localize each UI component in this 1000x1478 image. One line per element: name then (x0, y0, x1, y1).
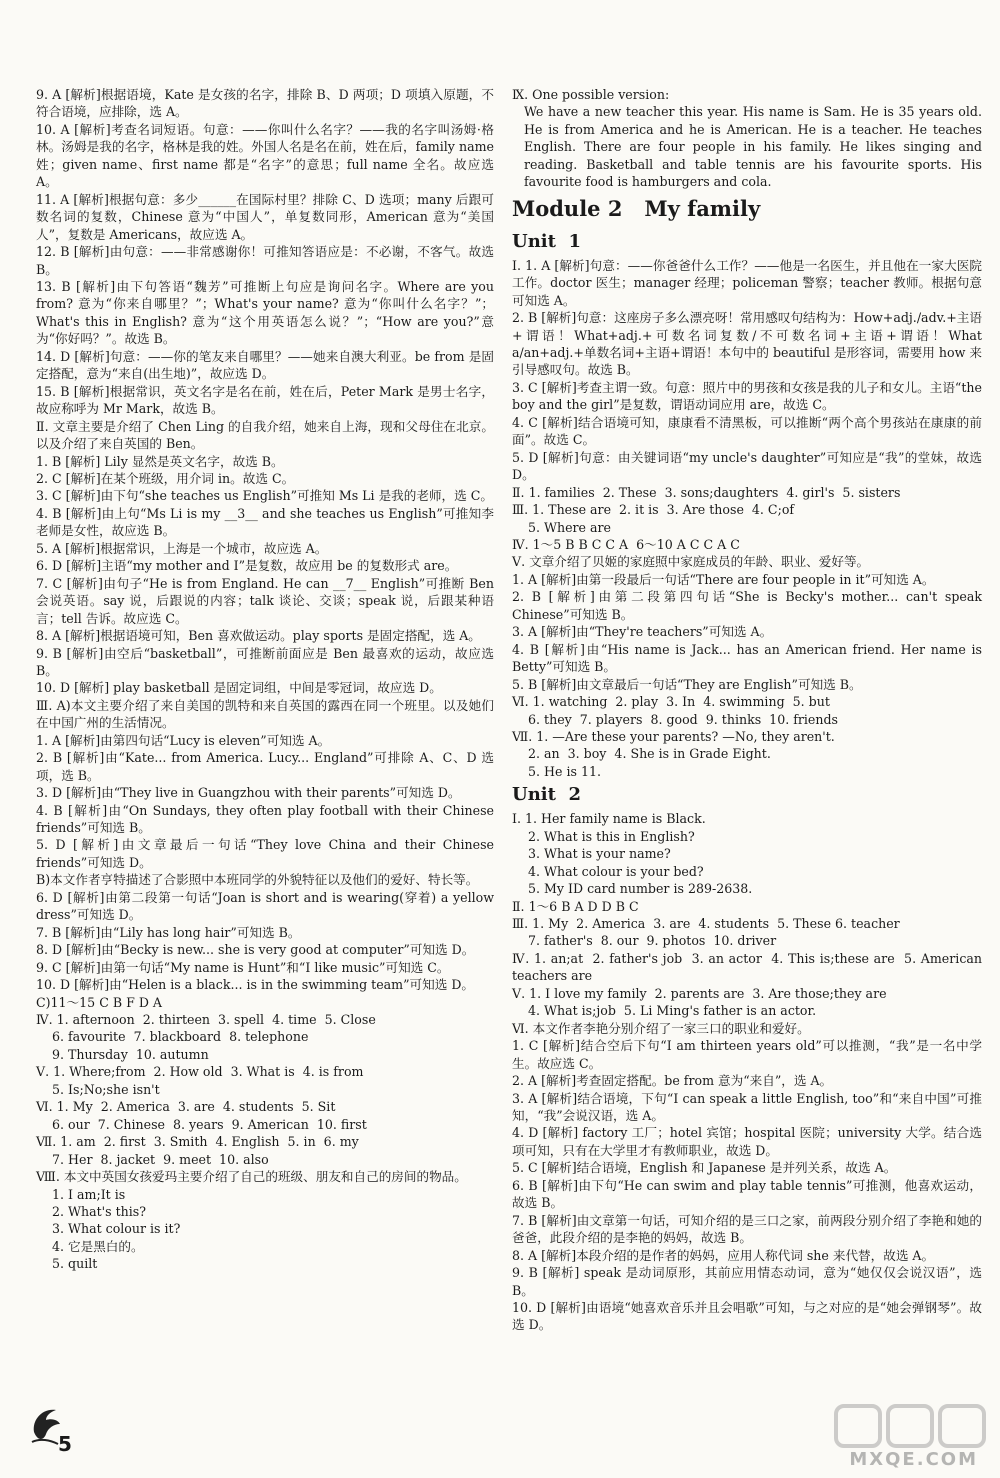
text-line: Ⅳ. 1. afternoon 2. thirteen 3. spell 4. time 5. Close (36, 1012, 376, 1028)
text-line: 5. D [解析]由文章最后一句话“They love China and their Chinese friends”可知选 D。 (36, 837, 499, 870)
text-line: Ⅳ. 1～5 B B C C A 6～10 A C C A C (512, 536, 740, 552)
text-line: Ⅱ. 文章主要是介绍了 Chen Ling 的自我介绍，她来自上海，现和父母住在北京。以及介绍了来自英国的 Ben。 (36, 418, 494, 452)
text-line: 8. A [解析]根据语境可知，Ben 喜欢做运动。play sports 是固定搭配，选 A。 (36, 628, 481, 644)
text-line: Ⅲ. A)本文主要介绍了来自美国的凯特和来自英国的露西在同一个班里。以及她们在中国广州的生活情况。 (36, 697, 494, 731)
text-line: 7. Her 8. jacket 9. meet 10. also (52, 1151, 269, 1167)
text-line: 9. B [解析] speak 是动词原形，其前应用情态动词，意为“她仅仅会说汉语”，选 B。 (512, 1265, 987, 1298)
text-line: 2. B [解析]由第二段第四句话“She is Becky's mother... can't speak Chinese”可知选 B。 (512, 589, 987, 622)
text-line: Ⅴ. 文章介绍了贝姬的家庭照中家庭成员的年龄、职业、爱好等。 (512, 554, 870, 570)
text-line: 1. A [解析]由第四句话“Lucy is eleven”可知选 A。 (36, 732, 331, 748)
text-line: 6. D [解析]由第二段第一句话“Joan is short and is wearing(穿着) a yellow dress”可知选 D。 (36, 889, 499, 923)
text-line: Ⅴ. 1. I love my family 2. parents are 3. Are those;they are (512, 985, 887, 1001)
unit-title: Unit 1 (512, 230, 581, 252)
sample-essay: We have a new teacher this year. His name is Sam. He is 35 years old. He is from America and he is American. He is a teacher. He teaches English. There are four people in his family. He likes singing and reading. Basketball and table tennis are his favourite sports. His favourite food is hamburgers and cola. (524, 104, 987, 190)
text-line: 6. they 7. players 8. good 9. thinks 10. friends (528, 711, 839, 727)
text-line: 4. What is;job 5. Li Ming's father is an actor. (528, 1003, 817, 1019)
watermark-text: MXQE.COM (849, 1449, 978, 1470)
text-line: 5. He is 11. (528, 763, 601, 779)
text-line: 11. A [解析]根据句意：多少______在国际村里？排除 C、D 选项；many 后跟可数名词的复数，Chinese 意为“中国人”，单复数同形，American 意为“美国人”，复数是 Americans，故应选 A。 (36, 191, 494, 242)
text-line: Ⅲ. 1. These are 2. it is 3. Are those 4. C;of (512, 502, 795, 518)
text-line: 3. C [解析]由下句“she teaches us English”可推知 Ms Li 是我的老师，选 C。 (36, 488, 493, 504)
text-line: Ⅱ. 1～6 B A D D B C (512, 898, 639, 914)
text-line: 6. D [解析]主语“my mother and I”是复数，故应用 be 的复数形式 are。 (36, 558, 458, 574)
text-line: 2. What's this? (52, 1204, 146, 1219)
text-line: 3. A [解析]由“They're teachers”可知选 A。 (512, 624, 773, 640)
text-line: 3. D [解析]由“They live in Guangzhou with their parents”可知选 D。 (36, 785, 461, 801)
text-line: 4. B [解析]由“On Sundays, they often play football with their Chinese friends”可知选 B。 (36, 802, 499, 836)
text-line: Ⅰ. 1. A [解析]句意：——你爸爸什么工作？——他是一名医生，并且他在一家大医院工作。doctor 医生；manager 经理；policeman 警察；teacher 教师。根据句意可知选 A。 (512, 257, 982, 308)
text-line: 2. A [解析]考查固定搭配。be from 意为“来自”，选 A。 (512, 1073, 833, 1089)
left-column (36, 86, 499, 1273)
text-line: 2. What is this in English? (528, 828, 695, 844)
text-line: Ⅰ. 1. Her family name is Black. (512, 811, 706, 827)
text-line: 9. A [解析]根据语境，Kate 是女孩的名字，排除 B、D 两项；D 项填入原题，不符合语境，应排除，选 A。 (36, 87, 494, 120)
text-line: Ⅳ. 1. an;at 2. father's job 3. an actor 4. This is;these are 5. American teachers are (512, 950, 987, 984)
text-line: 1. I am;It is (52, 1186, 126, 1202)
text-line: 6. our 7. Chinese 8. years 9. American 10. first (52, 1116, 367, 1132)
text-line: 2. B [解析]句意：这座房子多么漂亮呀！常用感叹句结构为：How+adj./adv.+主语+谓语！What+adj.+可数名词复数/不可数名词+主语+谓语！What a/an+adj.+单数名词+主语+谓语！本句中的 beautiful 是形容词，需要用 how 来引导感叹句。故选 B。 (512, 310, 987, 378)
text-line: 6. favourite 7. blackboard 8. telephone (52, 1029, 309, 1045)
text-line: C)11～15 C B F D A (36, 994, 163, 1010)
text-line: B)本文作者亨特描述了合影照中本班同学的外貌特征以及他们的爱好、特长等。 (36, 872, 479, 888)
text-line: 2. an 3. boy 4. She is in Grade Eight. (528, 746, 771, 762)
text-line: Ⅵ. 1. watching 2. play 3. In 4. swimming 5. but (512, 694, 830, 710)
text-line: 14. D [解析]句意：——你的笔友来自哪里？——她来自澳大利亚。be from 是固定搭配，意为“来自(出生地)”，故应选 D。 (36, 348, 494, 382)
text-line: 7. B [解析]由“Lily has long hair”可知选 B。 (36, 924, 301, 940)
text-line: 2. B [解析]由“Kate... from America. Lucy... England”可排除 A、C、D 选项，选 B。 (36, 750, 494, 783)
text-line: 3. A [解析]结合语境，下句“I can speak a little English, too”和“来自中国”可推知，“我”会说汉语，选 A。 (512, 1090, 982, 1124)
text-line: 4. B [解析]由“His name is Jack... has an American friend. Her name is Betty”可知选 B。 (512, 641, 987, 675)
text-line: 10. D [解析] play basketball 是固定词组，中间是零冠词，故应选 D。 (36, 680, 442, 696)
text-line: 5. Is;No;she isn't (52, 1081, 160, 1097)
text-line: 3. What colour is it? (52, 1221, 181, 1237)
text-line: 5. D [解析]句意：由关键词语“my uncle's daughter”可知应是“我”的堂妹，故选 D。 (512, 449, 987, 483)
text-line: Ⅵ. 本文作者李艳分别介绍了一家三口的职业和爱好。 (512, 1020, 810, 1036)
text-line: 5. My ID card number is 289-2638. (528, 881, 753, 897)
text-line: 5. quilt (52, 1256, 98, 1272)
text-line: 5. Where are (528, 519, 611, 535)
text-line: 9. Thursday 10. autumn (52, 1046, 209, 1062)
text-line: 7. B [解析]由文章第一句话，可知介绍的是三口之家，前两段分别介绍了李艳和她的爸爸，此段介绍的是李艳的妈妈，故选 B。 (512, 1212, 982, 1246)
text-line: 2. C [解析]在某个班级，用介词 in。故选 C。 (36, 470, 295, 486)
text-line: 9. C [解析]由第一句话“My name is Hunt”和“I like music”可知选 C。 (36, 959, 450, 975)
text-line: 10. D [解析]由语境“她喜欢音乐并且会唱歌”可知，与之对应的是“她会弹钢琴”。故选 D。 (512, 1300, 982, 1333)
text-line: Ⅱ. 1. families 2. These 3. sons;daughters 4. girl's 5. sisters (512, 484, 901, 500)
unit-title: Unit 2 (512, 784, 581, 806)
text-line: Ⅲ. 1. My 2. America 3. are 4. students 5. These 6. teacher (512, 916, 900, 932)
text-line: Ⅶ. 1. —Are these your parents? —No, they aren't. (512, 728, 835, 744)
text-line: 7. father's 8. our 9. photos 10. driver (528, 933, 777, 949)
text-line: 4. 它是黑白的。 (52, 1238, 144, 1254)
page-number: 5 (58, 1432, 72, 1456)
text-line: Ⅸ. One possible version: (512, 87, 670, 102)
text-line: 5. C [解析]结合语境，English 和 Japanese 是并列关系，故选 A。 (512, 1160, 897, 1176)
text-line: 1. B [解析] Lily 显然是英文名字，故选 B。 (36, 453, 284, 469)
text-line: Ⅷ. 本文中英国女孩爱玛主要介绍了自己的班级、朋友和自己的房间的物品。 (36, 1169, 467, 1185)
text-line: 5. A [解析]根据常识，上海是一个城市，故应选 A。 (36, 540, 328, 556)
text-line: Ⅴ. 1. Where;from 2. How old 3. What is 4. is from (36, 1064, 364, 1080)
text-line: 10. A [解析]考查名词短语。句意：——你叫什么名字？——我的名字叫汤姆·格林。汤姆是我的名字，格林是我的姓。外国人名是名在前，姓在后，family name 姓；given name、first name 都是“名字”的意思；full name 全名。故应选 A。 (36, 121, 499, 190)
text-line: 8. A [解析]本段介绍的是作者的妈妈，应用人称代词 she 来代替，故选 A。 (512, 1247, 935, 1263)
text-line: 7. C [解析]由句子“He is from England. He can __7__ English”可推断 Ben 会说英语。say 说，后跟说的内容；talk 谈论、交谈；speak 说，后跟某种语言；tell 告诉。故应选 C。 (36, 575, 499, 626)
text-line: 4. B [解析]由上句“Ms Li is my __3__ and she teaches us English”可推知李老师是女性，故应选 B。 (36, 505, 494, 539)
text-line: 4. C [解析]结合语境可知，康康看不清黑板，可以推断“两个高个男孩站在康康的前面”。故选 C。 (512, 414, 982, 448)
text-line: 13. B [解析]由下句答语“魏芳”可推断上句应是询问名字。Where are you from? 意为“你来自哪里？”；What's your name? 意为“你叫什么名字？”；What's this in English? 意为“这个用英语怎么说？”；“How are you?”意为“你好吗？”。故选 B。 (36, 278, 499, 347)
text-line: 3. What is your name? (528, 846, 671, 862)
text-line: 12. B [解析]由句意：——非常感谢你！可推知答语应是：不必谢，不客气。故选 B。 (36, 244, 499, 277)
text-line: 4. D [解析] factory 工厂；hotel 宾馆；hospital 医院；university 大学。结合选项可知，只有在大学里才有教师职业，故选 D。 (512, 1125, 982, 1158)
text-line: 6. B [解析]由下句“He can swim and play table tennis”可推测，他喜欢运动，故选 B。 (512, 1177, 982, 1211)
text-line: Ⅵ. 1. My 2. America 3. are 4. students 5. Sit (36, 1099, 336, 1115)
text-line: 15. B [解析]根据常识，英文名字是名在前，姓在后，Peter Mark 是男士名字，故应称呼为 Mr Mark，故选 B。 (36, 383, 494, 417)
text-line: 4. What colour is your bed? (528, 863, 704, 879)
text-line: Ⅶ. 1. am 2. first 3. Smith 4. English 5. in 6. my (36, 1134, 359, 1150)
text-line: 5. B [解析]由文章最后一句话“They are English”可知选 B。 (512, 676, 862, 692)
text-line: 9. B [解析]由空后“basketball”，可推断前面应是 Ben 最喜欢的运动，故应选 B。 (36, 645, 499, 678)
text-line: 3. C [解析]考查主谓一致。句意：照片中的男孩和女孩是我的儿子和女儿。主语“the boy and the girl”是复数，谓语动词应用 are，故选 C。 (512, 379, 987, 413)
right-column (512, 86, 987, 1334)
text-line: 8. D [解析]由“Becky is new... she is very good at computer”可知选 D。 (36, 942, 475, 958)
module-title: Module 2 My family (512, 195, 761, 221)
text-line: 1. C [解析]结合空后下句“I am thirteen years old”可以推测，“我”是一名中学生。故应选 C。 (512, 1038, 982, 1071)
text-line: 10. D [解析]由“Helen is a black... is in the swimming team”可知选 D。 (36, 977, 475, 993)
text-line: 1. A [解析]由第一段最后一句话“There are four people in it”可知选 A。 (512, 571, 935, 587)
